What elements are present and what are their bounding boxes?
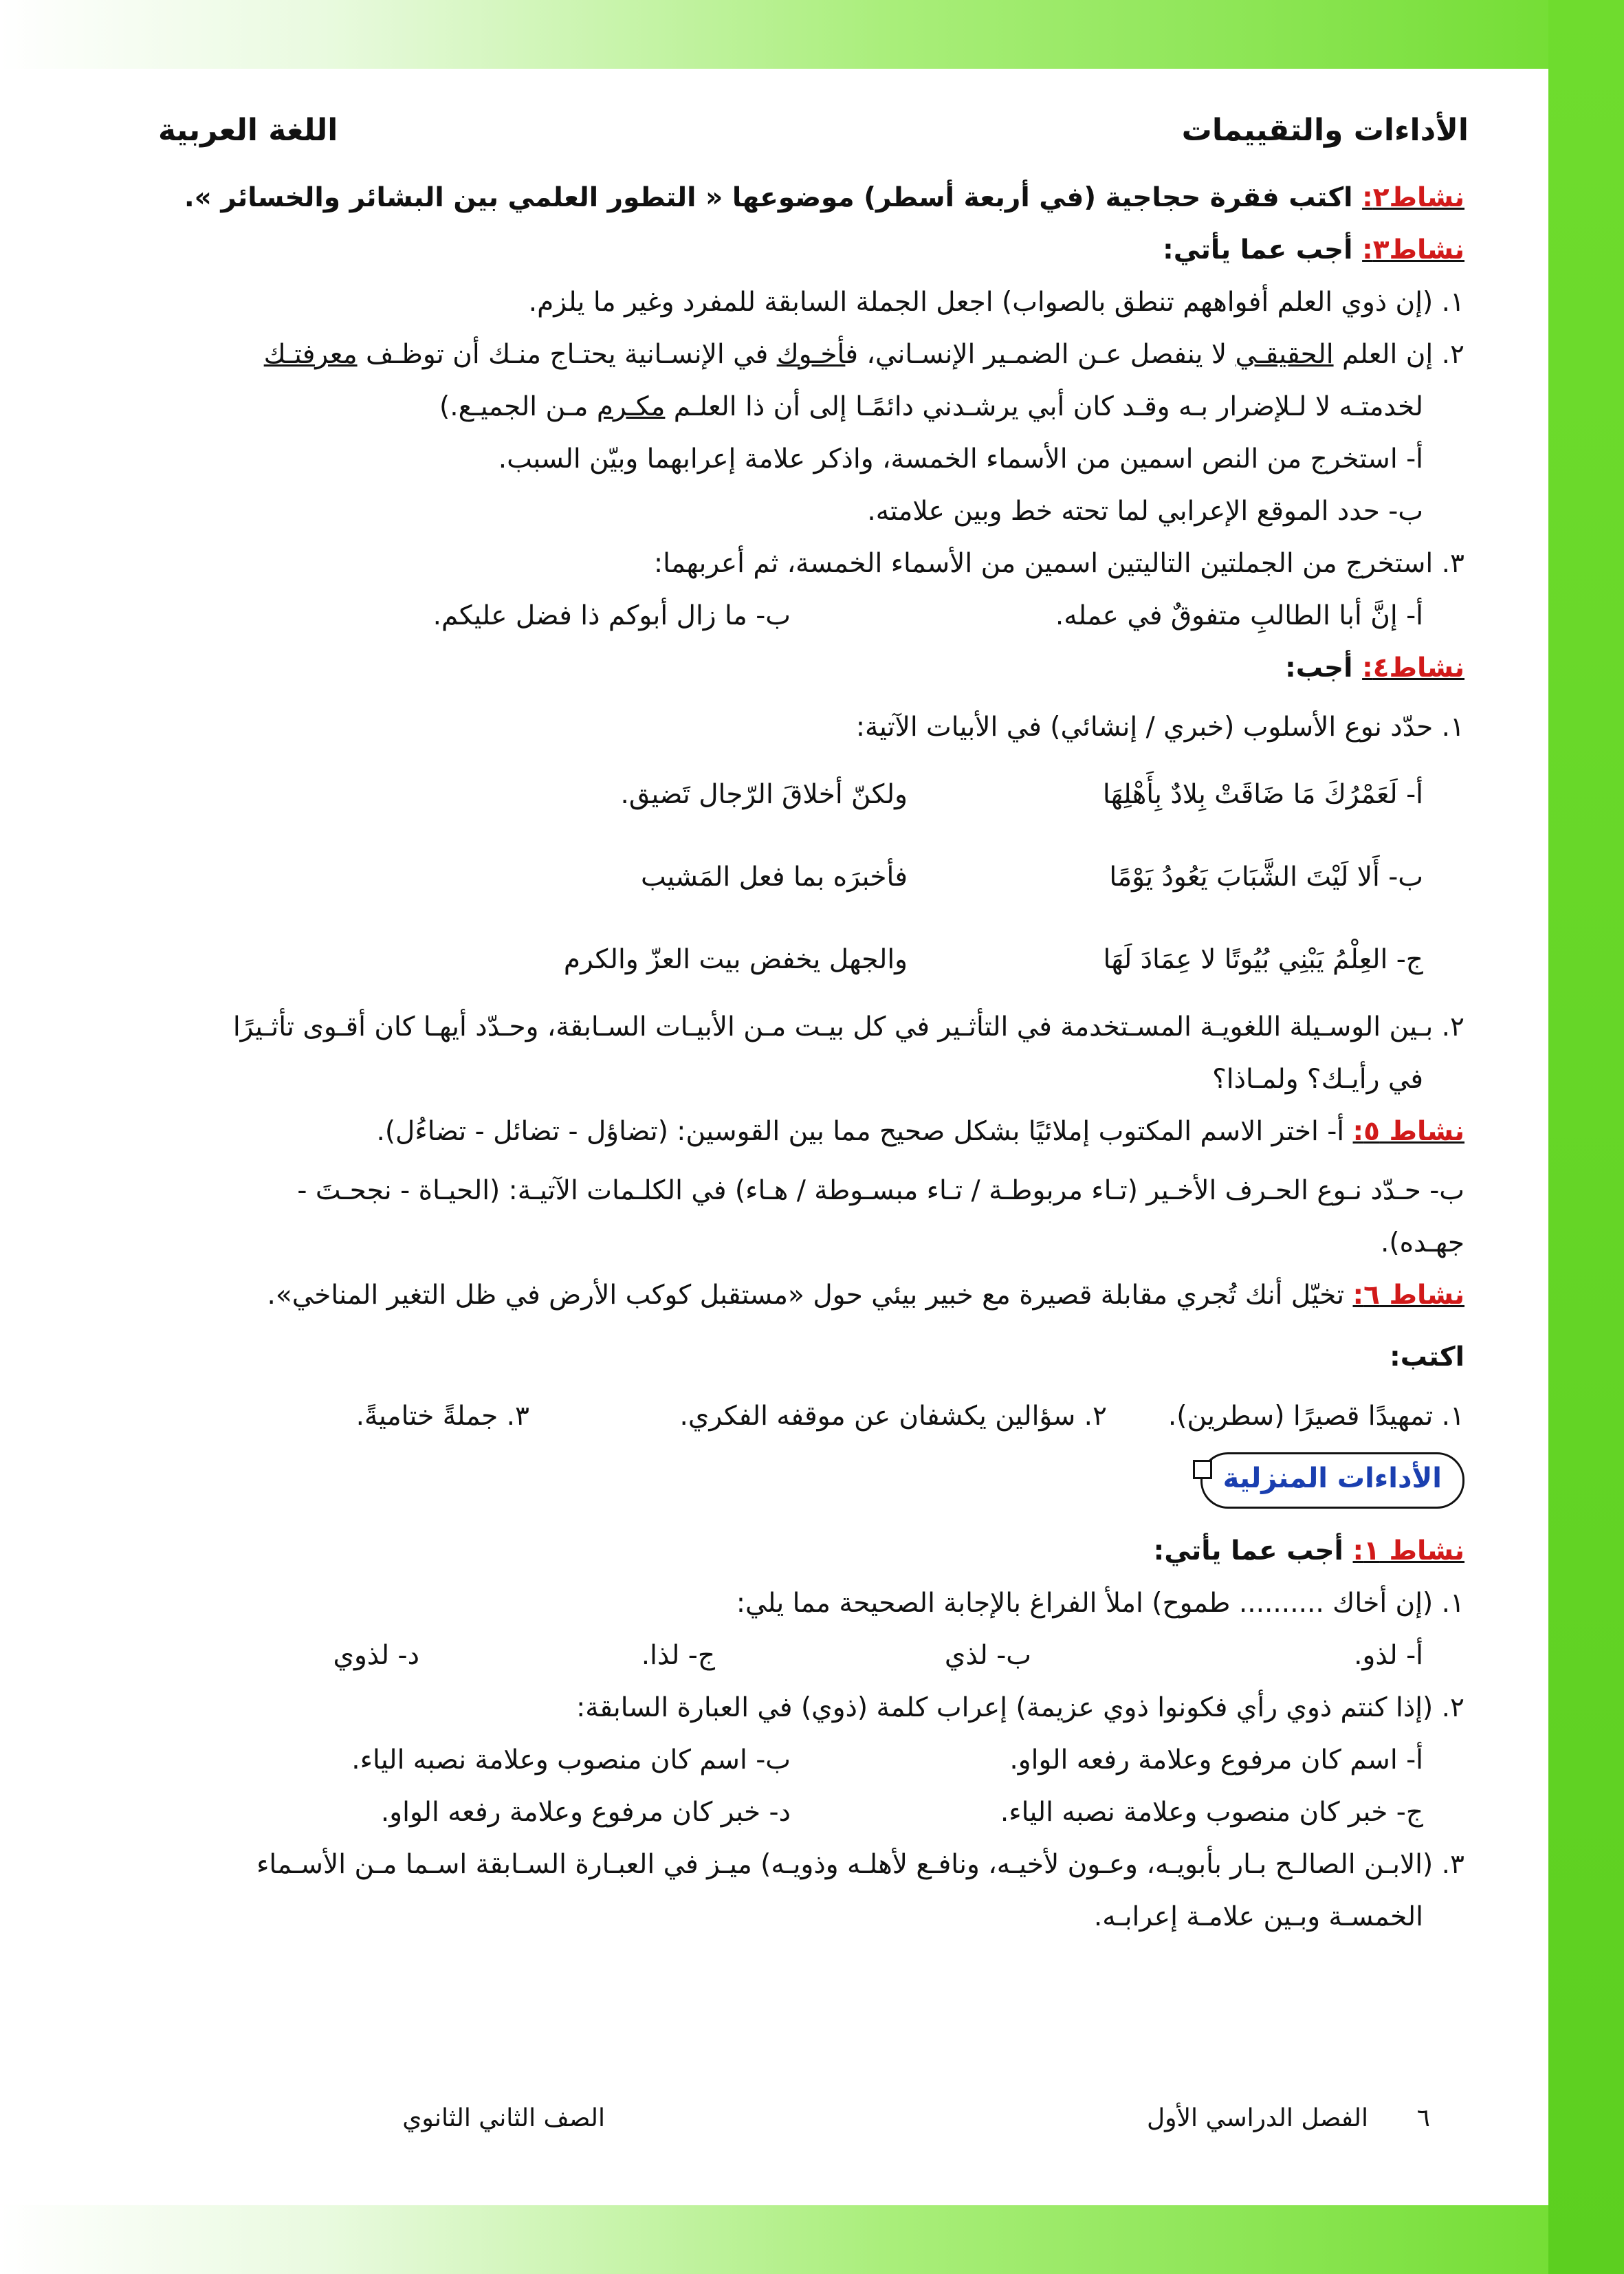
activity-6-item-3: ٣. جملةً ختاميةً.: [355, 1401, 529, 1432]
home-q2-options-1: [158, 1734, 1464, 1786]
activity-3-label: نشاط٣:: [1362, 234, 1464, 265]
activity-6-items: [158, 1390, 1464, 1443]
verse-a-second: ولكنّ أخلاقَ الرّجال تَضيق.: [620, 779, 908, 810]
home-activity-1-label: نشاط ١:: [1352, 1535, 1464, 1566]
home-activity-1-title: [158, 1525, 1464, 1577]
verse-b-first: ب- أَلا لَيْتَ الشَّبَابَ يَعُودُ يَوْمًا: [1109, 862, 1423, 893]
q3-option-b: ب- ما زال أبوكم ذا فضل عليكم.: [432, 600, 791, 631]
home-assignments-title: الأداءات المنزلية: [1222, 1463, 1442, 1494]
activity-3-q3-options: [158, 590, 1464, 642]
home-q3: ٣. (الابـن الصالـح بـار بأبويـه، وعـون لأخيـه، ونافـع لأهلـه وذويـه) ميـز في العبـارة السـابقة اسـما مـن الأسـماء: [256, 1849, 1464, 1880]
q2-underlined-3: معرفتـك: [263, 339, 358, 370]
home-assignments-badge: [1200, 1452, 1464, 1509]
verse-a: [158, 754, 1464, 836]
activity-4-q2: ٢. بـين الوسـيلة اللغويـة المسـتخدمة في التأثـير في كل بيـت مـن الأبيـات السـابقة، وحـدّد أيهـا كان أقـوى تأثـيرًا: [232, 1012, 1464, 1042]
activity-4-heading: أجب:: [1285, 653, 1363, 684]
home-q2-option-b: ب- اسم كان منصوب وعلامة نصبه الياء.: [351, 1745, 791, 1775]
page-header: [158, 103, 1469, 172]
footer-grade: الصف الثاني الثانوي: [402, 2104, 605, 2132]
home-q2-options-2: [158, 1786, 1464, 1839]
worksheet-content: [158, 103, 1469, 1943]
activity-6-item-1: ١. تمهيدًا قصيرًا (سطرين).: [1167, 1401, 1464, 1432]
q2-line2-c: مـن الجميـع.): [439, 391, 597, 422]
activity-5-b: ب- حـدّد نـوع الحـرف الأخـير (تـاء مربوطـة / تـاء مبسـوطة / هـاء) في الكلـمات الآتيـة: (الحيـاة - نجحـتَ -: [297, 1175, 1464, 1206]
activity-2-label: نشاط٢:: [1362, 182, 1464, 213]
q2-underlined-2: أخـوك: [776, 339, 846, 370]
activity-3-q2-line2: [158, 381, 1464, 433]
verse-c-second: والجهل يخفض بيت العزّ والكرم: [563, 944, 908, 975]
bottom-decoration-bar: [0, 2205, 1624, 2274]
activity-3-q1: ١. (إن ذوي العلم أفواههم تنطق بالصواب) اجعل الجملة السابقة للمفرد وغير ما يلزم.: [528, 287, 1464, 318]
activity-4-q2-cont: في رأيـك؟ ولمـاذا؟: [1212, 1064, 1423, 1095]
home-q1-option-b: ب- لذي: [944, 1640, 1031, 1671]
activity-5-label: نشاط ٥:: [1352, 1116, 1464, 1147]
activity-3-q2-line1: [158, 329, 1464, 381]
header-subject: اللغة العربية: [158, 113, 338, 148]
home-section-header: [158, 1443, 1464, 1518]
verse-b: [158, 836, 1464, 919]
home-q2-option-a: أ- اسم كان مرفوع وعلامة رفعه الواو.: [1009, 1745, 1423, 1775]
badge-square-icon: [1193, 1460, 1212, 1479]
activity-2-text: اكتب فقرة حجاجية (في أربعة أسطر) موضوعها « التطور العلمي بين البشائر والخسائر ».: [184, 182, 1363, 213]
verse-c: [158, 919, 1464, 1001]
home-q1-option-d: د- لذوي: [333, 1640, 419, 1671]
home-q3-cont: الخمسـة وبـين علامـة إعرابـه.: [1093, 1901, 1423, 1932]
q2-text-c: لا ينفصل عـن الضمـير الإنسـاني، ف: [845, 339, 1236, 370]
verse-a-first: أ- لَعَمْرُكَ مَا ضَاقَتْ بِلادٌ بِأَهْلِهَا: [1102, 779, 1423, 810]
right-decoration-bar: [1548, 0, 1624, 2274]
activity-6-label: نشاط ٦:: [1352, 1280, 1464, 1311]
home-activity-1-heading: أجب عما يأتي:: [1153, 1535, 1353, 1566]
home-q1: ١. (إن أخاك .......... طموح) املأ الفراغ بالإجابة الصحيحة مما يلي:: [736, 1588, 1464, 1619]
q3-option-a: أ- إنَّ أبا الطالبِ متفوقٌ في عمله.: [1055, 600, 1423, 631]
q2-underlined-4: مكـرم: [596, 391, 666, 422]
verse-b-second: فأخبرَه بما فعل المَشيب: [641, 862, 908, 893]
q2-text-a: ٢. إن العلم: [1333, 339, 1464, 370]
activity-2: [158, 172, 1464, 224]
activity-6-write: اكتب:: [1390, 1342, 1464, 1373]
activity-3-q2a: أ- استخرج من النص اسمين من الأسماء الخمسة، واذكر علامة إعرابهما وبيّن السبب.: [498, 444, 1423, 474]
activity-6-item-2: ٢. سؤالين يكشفان عن موقفه الفكري.: [679, 1401, 1107, 1432]
home-q2-option-d: د- خبر كان مرفوع وعلامة رفعه الواو.: [380, 1797, 791, 1828]
home-q2-option-c: ج- خبر كان منصوب وعلامة نصبه الياء.: [1000, 1797, 1423, 1828]
footer-term: الفصل الدراسي الأول: [1146, 2104, 1368, 2132]
activity-3-q2b: ب- حدد الموقع الإعرابي لما تحته خط وبين علامته.: [867, 496, 1423, 527]
activity-4-q1: ١. حدّد نوع الأسلوب (خبري / إنشائي) في الأبيات الآتية:: [855, 712, 1464, 743]
activity-3-heading: أجب عما يأتي:: [1163, 234, 1363, 265]
q2-line2-a: لخدمتـه لا لـلإضرار بـه وقـد كان أبي يرشـدني دائمًـا إلى أن ذا العلـم: [665, 391, 1423, 422]
page-number: ٦: [1416, 2104, 1430, 2132]
activity-5-b-cont: جهـده).: [1380, 1227, 1464, 1258]
activity-5-a-text: أ- اختر الاسم المكتوب إملائيًا بشكل صحيح مما بين القوسين: (تضاؤل - تضائل - تضاءُل).: [376, 1116, 1353, 1147]
activity-4-title: [158, 642, 1464, 695]
activity-6-text: تخيّل أنك تُجري مقابلة قصيرة مع خبير بيئي حول «مستقبل كوكب الأرض في ظل التغير المناخي».: [267, 1280, 1353, 1311]
top-decoration-bar: [0, 0, 1624, 69]
q2-text-e: في الإنسـانية يحتـاج منـك أن توظـف: [357, 339, 777, 370]
home-q1-options: [158, 1630, 1464, 1682]
activity-3-q3: ٣. استخرج من الجملتين التاليتين اسمين من الأسماء الخمسة، ثم أعربهما:: [653, 548, 1464, 579]
activity-3-title: [158, 224, 1464, 276]
header-title: الأداءات والتقييمات: [1181, 113, 1469, 148]
activity-4-label: نشاط٤:: [1362, 653, 1464, 684]
home-q1-option-a: أ- لذو.: [1354, 1640, 1423, 1671]
verse-c-first: ج- العِلْمُ يَبْنِي بُيُوتًا لا عِمَادَ لَهَا: [1103, 944, 1423, 975]
home-q1-option-c: ج- لذا.: [641, 1640, 715, 1671]
activity-5-a: [158, 1106, 1464, 1158]
q2-underlined-1: الحقيقـي: [1235, 339, 1334, 370]
home-q2: ٢. (إذا كنتم ذوي رأي فكونوا ذوي عزيمة) إعراب كلمة (ذوي) في العبارة السابقة:: [576, 1692, 1464, 1723]
activity-6: [158, 1269, 1464, 1322]
